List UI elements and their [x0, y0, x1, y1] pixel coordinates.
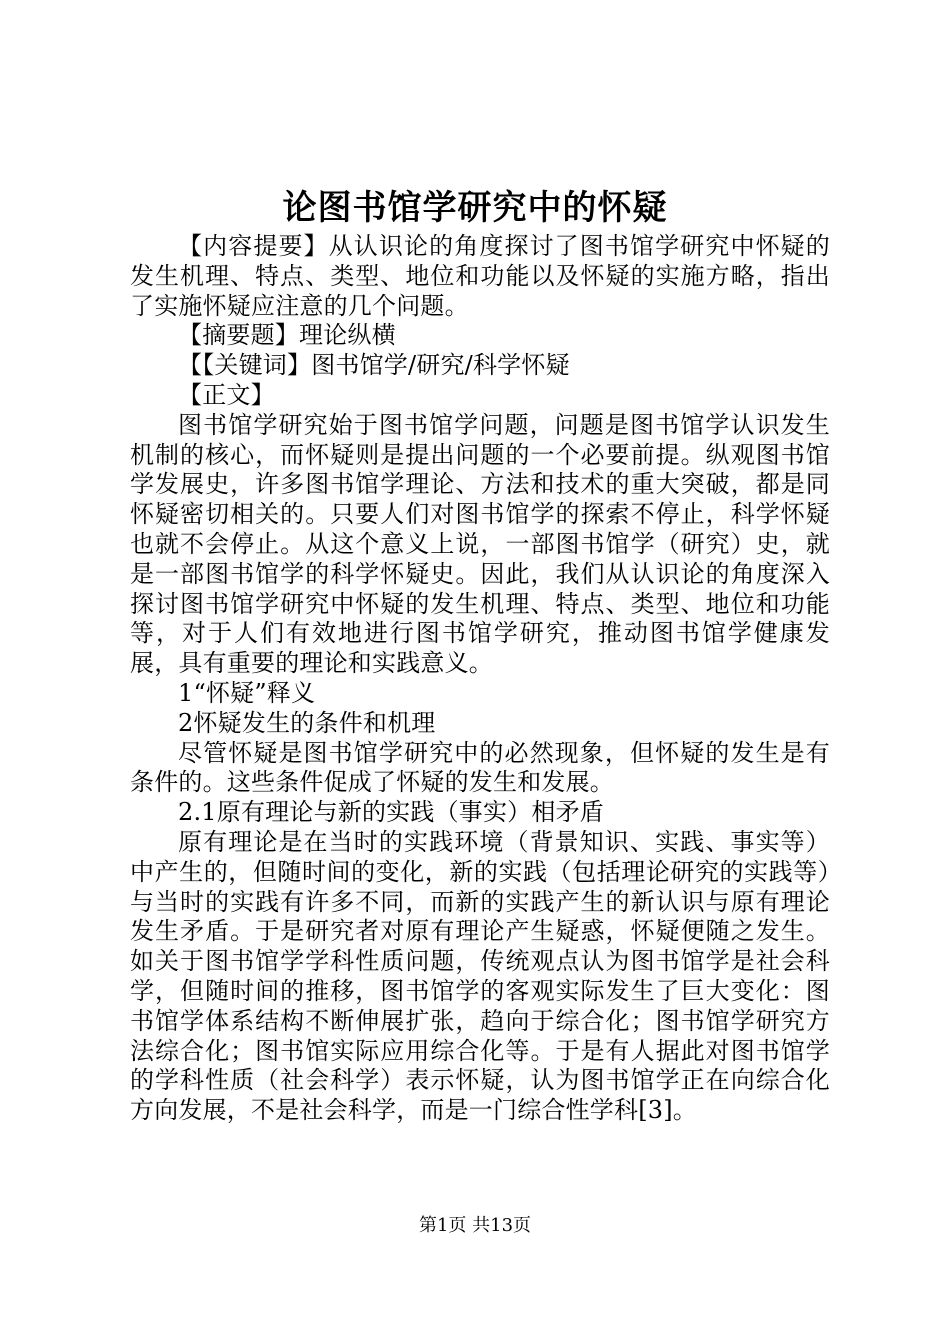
page-footer: 第1页 共13页	[418, 1215, 532, 1236]
section-2-1-heading: 2.1原有理论与新的实践（事实）相矛盾	[178, 798, 604, 827]
document-title: 论图书馆学研究中的怀疑	[282, 188, 668, 228]
intro-paragraph: 图书馆学研究始于图书馆学问题，问题是图书馆学认识发生机制的核心，而怀疑则是提出问题的一个必要前提。纵观图书馆学发展史，许多图书馆学理论、方法和技术的重大突破，都是同怀疑密切相关的。只要人们对图书馆学的探索不停止，科学怀疑也就不会停止。从这个意义上说，一部图书馆学（研究）史，就是一部图书馆学的科学怀疑史。因此，我们从认识论的角度深入探讨图书馆学研究中怀疑的发生机理、特点、类型、地位和功能等，对于人们有效地进行图书馆学研究，推动图书馆学健康发展，具有重要的理论和实践意义。	[130, 410, 830, 678]
subject-line: 【摘要题】理论纵横	[178, 321, 396, 350]
section-1-heading: 1“怀疑”释义	[178, 678, 316, 707]
document-body	[130, 232, 830, 1126]
section-2-paragraph: 尽管怀疑是图书馆学研究中的必然现象，但怀疑的发生是有条件的。这些条件促成了怀疑的发生和发展。	[130, 738, 830, 797]
section-2-1-paragraph: 原有理论是在当时的实践环境（背景知识、实践、事实等）中产生的，但随时间的变化，新的实践（包括理论研究的实践等）与当时的实践有许多不同，而新的实践产生的新认识与原有理论发生矛盾。于是研究者对原有理论产生疑惑，怀疑便随之发生。如关于图书馆学学科性质问题，传统观点认为图书馆学是社会科学，但随时间的推移，图书馆学的客观实际发生了巨大变化：图书馆学体系结构不断伸展扩张，趋向于综合化；图书馆学研究方法综合化；图书馆实际应用综合化等。于是有人据此对图书馆学的学科性质（社会科学）表示怀疑，认为图书馆学正在向综合化方向发展，不是社会科学，而是一门综合性学科[3]。	[130, 827, 830, 1125]
keywords-line: 【【关键词】图书馆学/研究/科学怀疑	[178, 351, 570, 380]
abstract-paragraph: 【内容提要】从认识论的角度探讨了图书馆学研究中怀疑的发生机理、特点、类型、地位和功能以及怀疑的实施方略，指出了实施怀疑应注意的几个问题。	[130, 232, 830, 320]
body-label: 【正文】	[178, 380, 275, 409]
section-2-heading: 2怀疑发生的条件和机理	[178, 708, 436, 737]
